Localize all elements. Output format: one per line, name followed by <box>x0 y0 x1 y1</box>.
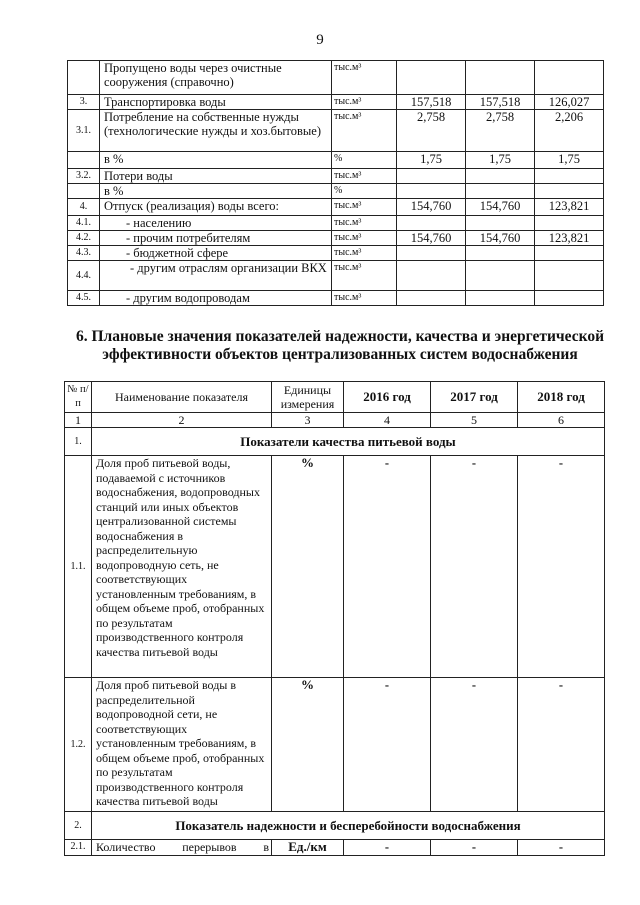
table-row <box>68 95 604 110</box>
value-2018: 2,206 <box>535 110 604 152</box>
row-num: 4.2. <box>68 231 100 246</box>
header-name: Наименование показателя <box>92 382 272 413</box>
table-row <box>68 152 604 169</box>
value-2016: 154,760 <box>397 199 466 216</box>
row-num: 4. <box>68 199 100 216</box>
value-2016 <box>397 61 466 95</box>
value-2017: 1,75 <box>466 152 535 169</box>
row-name: Пропущено воды через очистные сооружения (справочно) <box>100 61 332 95</box>
table-row <box>65 678 605 812</box>
row-unit: % <box>332 184 397 199</box>
value-2017 <box>466 261 535 291</box>
value-2016: 154,760 <box>397 231 466 246</box>
value-2017: 157,518 <box>466 95 535 110</box>
value-2016 <box>397 184 466 199</box>
row-num: 4.4. <box>68 261 100 291</box>
colnum-2: 2 <box>92 413 272 428</box>
value-2018: - <box>518 840 605 856</box>
value-2018 <box>535 291 604 306</box>
table-row <box>68 291 604 306</box>
column-numbers-row <box>65 413 605 428</box>
row-num: 3.2. <box>68 169 100 184</box>
value-2017 <box>466 169 535 184</box>
indicator-unit: % <box>272 678 344 812</box>
indicator-name: Доля проб питьевой воды, подаваемой с источников водоснабжения, водопроводных станций или иных объектов централизованной системы водоснабжения в распределительную водопроводную сеть, не соответствующих установленным требованиям, в общем объеме проб, отобранных по результатам производственного контроля качества питьевой воды <box>92 456 272 678</box>
section-title: 6. Плановые значения показателей надежности, качества и энергетической эффективности объектов централизованных систем водоснабжения <box>75 328 605 363</box>
row-unit: тыс.м³ <box>332 291 397 306</box>
row-unit: % <box>332 152 397 169</box>
row-num: 4.3. <box>68 246 100 261</box>
value-2018 <box>535 216 604 231</box>
table-row <box>65 456 605 678</box>
value-2016 <box>397 261 466 291</box>
table-row <box>68 231 604 246</box>
row-name: - другим водопроводам <box>100 291 332 306</box>
value-2017 <box>466 61 535 95</box>
value-2017: - <box>431 678 518 812</box>
value-2017 <box>466 216 535 231</box>
section-num: 2. <box>65 812 92 840</box>
section-num: 1. <box>65 428 92 456</box>
value-2017 <box>466 291 535 306</box>
row-num: 2.1. <box>65 840 92 856</box>
value-2016: - <box>344 456 431 678</box>
row-name: Транспортировка воды <box>100 95 332 110</box>
value-2016: 2,758 <box>397 110 466 152</box>
row-unit: тыс.м³ <box>332 231 397 246</box>
colnum-6: 6 <box>518 413 605 428</box>
table-row <box>65 840 605 856</box>
header-2018: 2018 год <box>518 382 605 413</box>
table-row <box>68 261 604 291</box>
colnum-1: 1 <box>65 413 92 428</box>
row-name: Потери воды <box>100 169 332 184</box>
row-name: - прочим потребителям <box>100 231 332 246</box>
row-name: - населению <box>100 216 332 231</box>
row-num: 4.5. <box>68 291 100 306</box>
value-2016 <box>397 169 466 184</box>
table-row <box>68 216 604 231</box>
water-balance-table <box>67 60 604 306</box>
header-2017: 2017 год <box>431 382 518 413</box>
value-2016 <box>397 246 466 261</box>
page-number: 9 <box>316 32 324 48</box>
indicator-name: Доля проб питьевой воды в распределительной водопроводной сети, не соответствующих установленным требованиям, в общем объеме проб, отобранных по результатам производственного контроля качества питьевой воды <box>92 678 272 812</box>
row-num <box>68 152 100 169</box>
value-2018 <box>535 61 604 95</box>
row-name: - другим отраслям организации ВКХ <box>100 261 332 291</box>
value-2017: 2,758 <box>466 110 535 152</box>
table-header-row <box>65 382 605 413</box>
row-name: Отпуск (реализация) воды всего: <box>100 199 332 216</box>
value-2016 <box>397 216 466 231</box>
row-num: 3.1. <box>68 110 100 152</box>
value-2017 <box>466 184 535 199</box>
value-2016: - <box>344 840 431 856</box>
row-unit: тыс.м³ <box>332 110 397 152</box>
indicator-name: Количество перерывов в <box>92 840 272 856</box>
header-2016: 2016 год <box>344 382 431 413</box>
value-2018: 123,821 <box>535 231 604 246</box>
value-2018: 126,027 <box>535 95 604 110</box>
value-2018 <box>535 246 604 261</box>
header-unit: Единицы измерения <box>272 382 344 413</box>
value-2018: 123,821 <box>535 199 604 216</box>
row-name: в % <box>100 184 332 199</box>
row-unit: тыс.м³ <box>332 199 397 216</box>
table-row <box>68 169 604 184</box>
value-2018: - <box>518 456 605 678</box>
colnum-3: 3 <box>272 413 344 428</box>
row-num: 1.1. <box>65 456 92 678</box>
indicators-table <box>64 381 605 856</box>
row-num: 1.2. <box>65 678 92 812</box>
value-2017: 154,760 <box>466 199 535 216</box>
row-name: в % <box>100 152 332 169</box>
row-num: 4.1. <box>68 216 100 231</box>
table-row <box>68 184 604 199</box>
header-num: № п/п <box>65 382 92 413</box>
section-heading: Показатель надежности и бесперебойности водоснабжения <box>92 812 605 840</box>
table-row <box>68 61 604 95</box>
row-name: - бюджетной сфере <box>100 246 332 261</box>
row-unit: тыс.м³ <box>332 169 397 184</box>
value-2016 <box>397 291 466 306</box>
value-2017: - <box>431 840 518 856</box>
table-row <box>68 246 604 261</box>
colnum-5: 5 <box>431 413 518 428</box>
row-unit: тыс.м³ <box>332 216 397 231</box>
value-2016: - <box>344 678 431 812</box>
row-num <box>68 184 100 199</box>
value-2018 <box>535 261 604 291</box>
value-2017: 154,760 <box>466 231 535 246</box>
row-unit: тыс.м³ <box>332 95 397 110</box>
row-num: 3. <box>68 95 100 110</box>
value-2018 <box>535 184 604 199</box>
indicator-unit: % <box>272 456 344 678</box>
row-unit: тыс.м³ <box>332 261 397 291</box>
section-heading: Показатели качества питьевой воды <box>92 428 605 456</box>
indicator-unit: Ед./км <box>272 840 344 856</box>
row-name: Потребление на собственные нужды (технологические нужды и хоз.бытовые) <box>100 110 332 152</box>
section-row-quality <box>65 428 605 456</box>
value-2018 <box>535 169 604 184</box>
row-unit: тыс.м³ <box>332 246 397 261</box>
value-2016: 157,518 <box>397 95 466 110</box>
value-2016: 1,75 <box>397 152 466 169</box>
row-num <box>68 61 100 95</box>
section-row-reliability <box>65 812 605 840</box>
value-2018: - <box>518 678 605 812</box>
value-2018: 1,75 <box>535 152 604 169</box>
table-row <box>68 199 604 216</box>
value-2017: - <box>431 456 518 678</box>
row-unit: тыс.м³ <box>332 61 397 95</box>
table-row <box>68 110 604 152</box>
value-2017 <box>466 246 535 261</box>
colnum-4: 4 <box>344 413 431 428</box>
